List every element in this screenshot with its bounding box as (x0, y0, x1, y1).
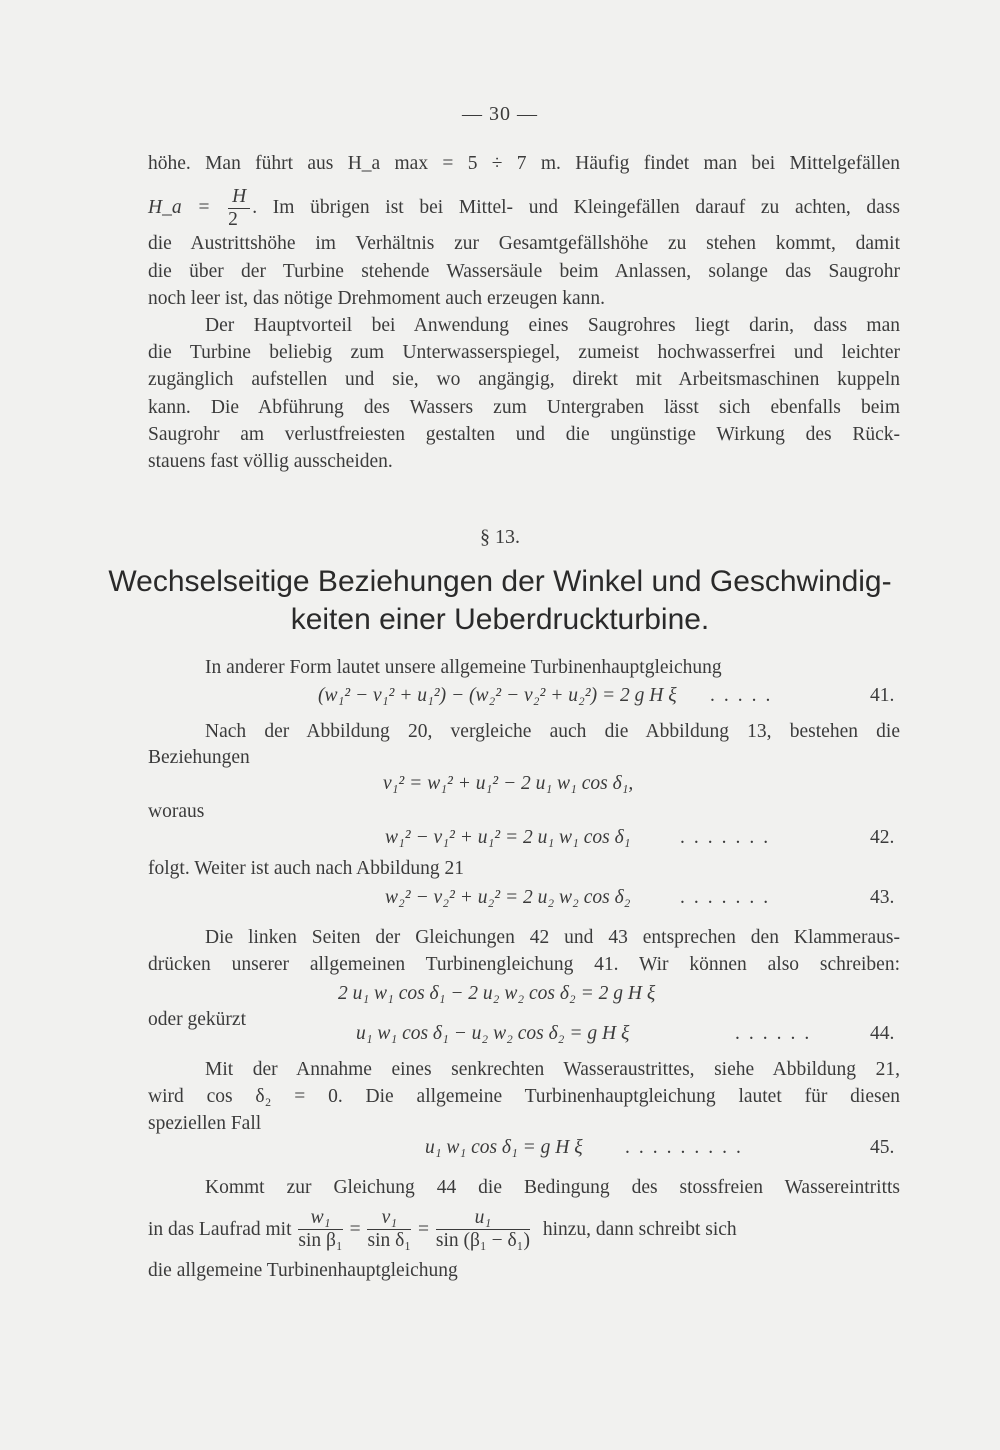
text-t10: die allgemeine Turbinenhauptgleichung (148, 1260, 458, 1281)
fraction-numerator: v₁ (367, 1207, 411, 1230)
h-half-fraction (228, 186, 250, 231)
equation-number-41: 41. (870, 685, 895, 706)
para1-line4: die über der Turbine stehende Wassersäule beim Anlassen, solange das Saugrohr (148, 261, 900, 282)
para2-line1: Der Hauptvorteil bei Anwendung eines Saugrohres liegt darin, dass man (205, 315, 900, 336)
text-t1: In anderer Form lautet unsere allgemeine Turbinenhauptgleichung (205, 657, 722, 678)
section-number: § 13. (480, 526, 520, 548)
para2-line2: die Turbine beliebig zum Unterwasserspiegel, zumeist hochwasserfrei und leichter (148, 342, 900, 363)
leader-dots-42: ....... (680, 827, 778, 848)
para1-ha-label: H_a = (148, 196, 211, 218)
para2-line3: zugänglich aufstellen und sie, wo angängig, direkt mit Arbeitsmaschinen kuppeln (148, 369, 900, 390)
para1-line2-text: . Im übrigen ist bei Mittel- und Kleingefällen darauf zu achten, dass (252, 196, 900, 218)
equation-cosine-rule: v₁² = w₁² + u₁² − 2 u₁ w₁ cos δ₁, (383, 773, 634, 794)
leader-dots-43: ....... (680, 887, 778, 908)
text-t4: folgt. Weiter ist auch nach Abbildung 21 (148, 858, 464, 879)
para1-line1: höhe. Man führt aus H_a max = 5 ÷ 7 m. Häufig findet man bei Mittelgefällen (148, 153, 900, 174)
equation-43: w₂² − v₂² + u₂² = 2 u₂ w₂ cos δ₂ (385, 887, 631, 908)
heading-line1: Wechselseitige Beziehungen der Winkel und Geschwindig- (108, 565, 892, 598)
fraction-numerator: H (228, 186, 250, 209)
text-t3: woraus (148, 801, 205, 822)
text-t2a: Nach der Abbildung 20, vergleiche auch die Abbildung 13, bestehen die (205, 721, 900, 742)
fraction-denominator: sin (β₁ − δ₁) (435, 1230, 530, 1251)
equation-combined: 2 u₁ w₁ cos δ₁ − 2 u₂ w₂ cos δ₂ = 2 g H ξ (338, 983, 656, 1004)
text-t2b: Beziehungen (148, 747, 250, 768)
text-t7b: wird cos δ₂ = 0. Die allgemeine Turbinenhauptgleichung lautet für diesen (148, 1086, 900, 1107)
equation-44: u₁ w₁ cos δ₁ − u₂ w₂ cos δ₂ = g H ξ (356, 1023, 630, 1044)
equals-sign: = (417, 1218, 429, 1240)
equation-41: (w₁² − v₁² + u₁²) − (w₂² − v₂² + u₂²) = 2 g H ξ (318, 685, 677, 706)
equation-number-43: 43. (870, 887, 895, 908)
para1-line3: die Austrittshöhe im Verhältnis zur Gesamtgefällshöhe zu stehen kommt, damit (148, 233, 900, 254)
equation-42: w₁² − v₁² + u₁² = 2 u₁ w₁ cos δ₁ (385, 827, 631, 848)
equals-sign: = (349, 1218, 361, 1240)
text-t5a: Die linken Seiten der Gleichungen 42 und 43 entsprechen den Klammeraus- (205, 927, 900, 948)
text-t8: Kommt zur Gleichung 44 die Bedingung des stossfreien Wassereintritts (205, 1177, 900, 1198)
leader-dots-45: ......... (625, 1137, 750, 1158)
text-t9-pre: in das Laufrad mit (148, 1218, 292, 1240)
fraction-u1-sin-beta1-minus-delta1 (436, 1207, 530, 1252)
para2-line5: Saugrohr am verlustfreiesten gestalten und die ungünstige Wirkung des Rück- (148, 424, 900, 445)
equation-number-45: 45. (870, 1137, 895, 1158)
text-t7c: speziellen Fall (148, 1113, 262, 1134)
fraction-numerator: w₁ (298, 1207, 342, 1230)
text-t5b: drücken unserer allgemeinen Turbinengleichung 41. Wir können also schreiben: (148, 954, 900, 975)
para1-line2 (148, 186, 900, 231)
leader-dots-41: ..... (710, 685, 780, 706)
para2-line6: stauens fast völlig ausscheiden. (148, 451, 393, 472)
page-number: — 30 — (462, 103, 538, 125)
fraction-denominator: sin δ₁ (367, 1230, 412, 1251)
para2-line4: kann. Die Abführung des Wassers zum Untergraben lässt sich ebenfalls beim (148, 397, 900, 418)
fraction-numerator: u₁ (436, 1207, 530, 1230)
text-t9 (148, 1207, 900, 1257)
equation-45: u₁ w₁ cos δ₁ = g H ξ (425, 1137, 583, 1158)
fraction-v1-sin-delta1 (367, 1207, 411, 1252)
text-t7a: Mit der Annahme eines senkrechten Wasseraustrittes, siehe Abbildung 21, (205, 1059, 900, 1080)
leader-dots-44: ...... (735, 1023, 819, 1044)
fraction-denominator: sin β₁ (298, 1230, 343, 1251)
para1-line5: noch leer ist, das nötige Drehmoment auch erzeugen kann. (148, 288, 606, 309)
equation-number-42: 42. (870, 827, 895, 848)
heading-line2: keiten einer Ueberdruckturbine. (290, 603, 710, 636)
text-t9-post: hinzu, dann schreibt sich (542, 1218, 737, 1240)
fraction-w1-sin-beta1 (298, 1207, 342, 1252)
fraction-denominator: 2 (228, 209, 238, 230)
equation-number-44: 44. (870, 1023, 895, 1044)
text-t6: oder gekürzt (148, 1009, 246, 1030)
